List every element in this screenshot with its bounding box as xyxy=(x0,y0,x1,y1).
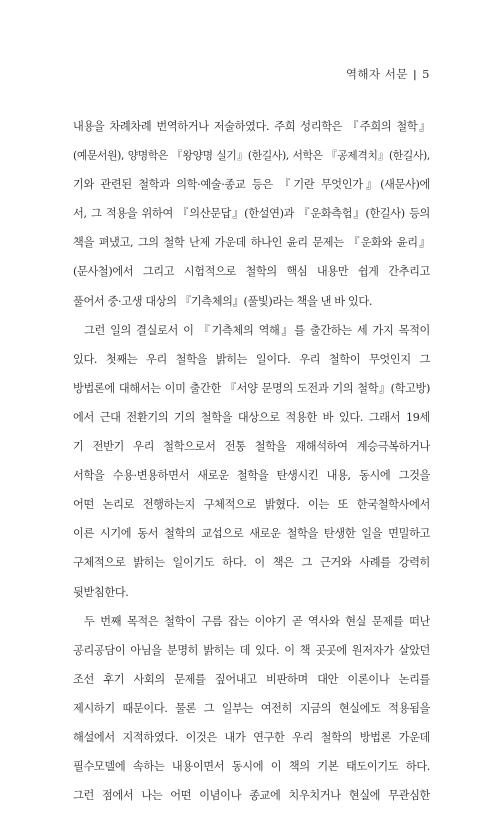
text-line: 서학을 수용·변용하면서 새로운 철학을 탄생시킨 내용, 동시에 그것을 xyxy=(73,469,430,483)
text-line: 해설에서 지적하였다. 이것은 내가 연구한 우리 철학의 방법론 가운데 xyxy=(73,730,430,744)
header-separator: | xyxy=(413,70,418,81)
text-line: 공리공담이 아님을 분명히 밝히는 데 있다. 이 책 곳곳에 원저자가 살았던 xyxy=(73,643,430,657)
text-line: 구체적으로 밝히는 일이기도 하다. 이 책은 그 근거와 사례를 강력히 xyxy=(73,556,430,570)
text-line: 방법론에 대해서는 이미 출간한 『서양 문명의 도전과 기의 철학』(학고방) xyxy=(73,381,430,395)
section-title: 역해자 서문 xyxy=(345,67,409,81)
text-line: (예문서원), 양명학은 『왕양명 실기』(한길사), 서학은 『공제격치』(한길사), xyxy=(73,149,430,163)
text-line: 이른 시기에 동서 철학의 교섭으로 새로운 철학을 탄생한 일을 면밀하고 xyxy=(73,527,430,541)
text-line: 내용을 차례차례 번역하거나 저술하였다. 주희 성리학은 『주희의 철학』 xyxy=(73,120,430,133)
text-line: 서, 그 적용을 위하여 『의산문답』(한설연)과 『운화측험』(한길사) 등의 xyxy=(73,207,430,221)
text-line: 그런 점에서 나는 어떤 이념이나 종교에 치우치거나 현실에 무관심한 xyxy=(73,789,430,803)
text-line: 그런 일의 결실로서 이 『기측체의 역해』를 출간하는 세 가지 목적이 xyxy=(84,323,430,337)
text-line: 제시하기 때문이다. 물론 그 일부는 여전히 지금의 현실에도 적용됨을 xyxy=(73,701,430,715)
page-number: 5 xyxy=(422,67,430,81)
text-line: 조선 후기 사회의 문제를 짚어내고 비판하며 대안 이론이나 논리를 xyxy=(73,672,430,686)
text-line: 에서 근대 전환기의 기의 철학을 대상으로 적용한 바 있다. 그래서 19세 xyxy=(73,410,430,424)
text-line: 필수모델에 속하는 내용이면서 동시에 이 책의 기본 태도이기도 하다. xyxy=(73,760,430,774)
text-line: 어떤 논리로 전행하는지 구체적으로 밝혔다. 이는 또 한국철학사에서 xyxy=(73,498,430,512)
text-line: 책을 펴냈고, 그의 철학 난제 가운데 하나인 윤리 문제는 『운화와 윤리』 xyxy=(73,236,430,250)
text-line: (문사철)에서 그리고 시험적으로 철학의 핵심 내용만 쉽게 간추리고 xyxy=(73,265,430,279)
text-line: 기 전반기 우리 철학으로서 전통 철학을 재해석하여 계승극복하거나 xyxy=(73,440,430,454)
text-line: 뒷받침한다. xyxy=(73,585,129,599)
text-line: 풀어서 중·고생 대상의 『기측체의』(풀빛)라는 책을 낸 바 있다. xyxy=(73,294,373,308)
running-header xyxy=(346,66,430,82)
body-text xyxy=(73,117,430,815)
text-line: 있다. 첫째는 우리 철학을 밝히는 일이다. 우리 철학이 무엇인지 그 xyxy=(73,352,430,366)
text-line: 두 번째 목적은 철학이 구름 잡는 이야기 곧 역사와 현실 문제를 떠난 xyxy=(84,614,430,628)
text-line: 기와 관련된 철학과 의학·예술·종교 등은 『기란 무엇인가』(새문사)에 xyxy=(73,178,430,192)
